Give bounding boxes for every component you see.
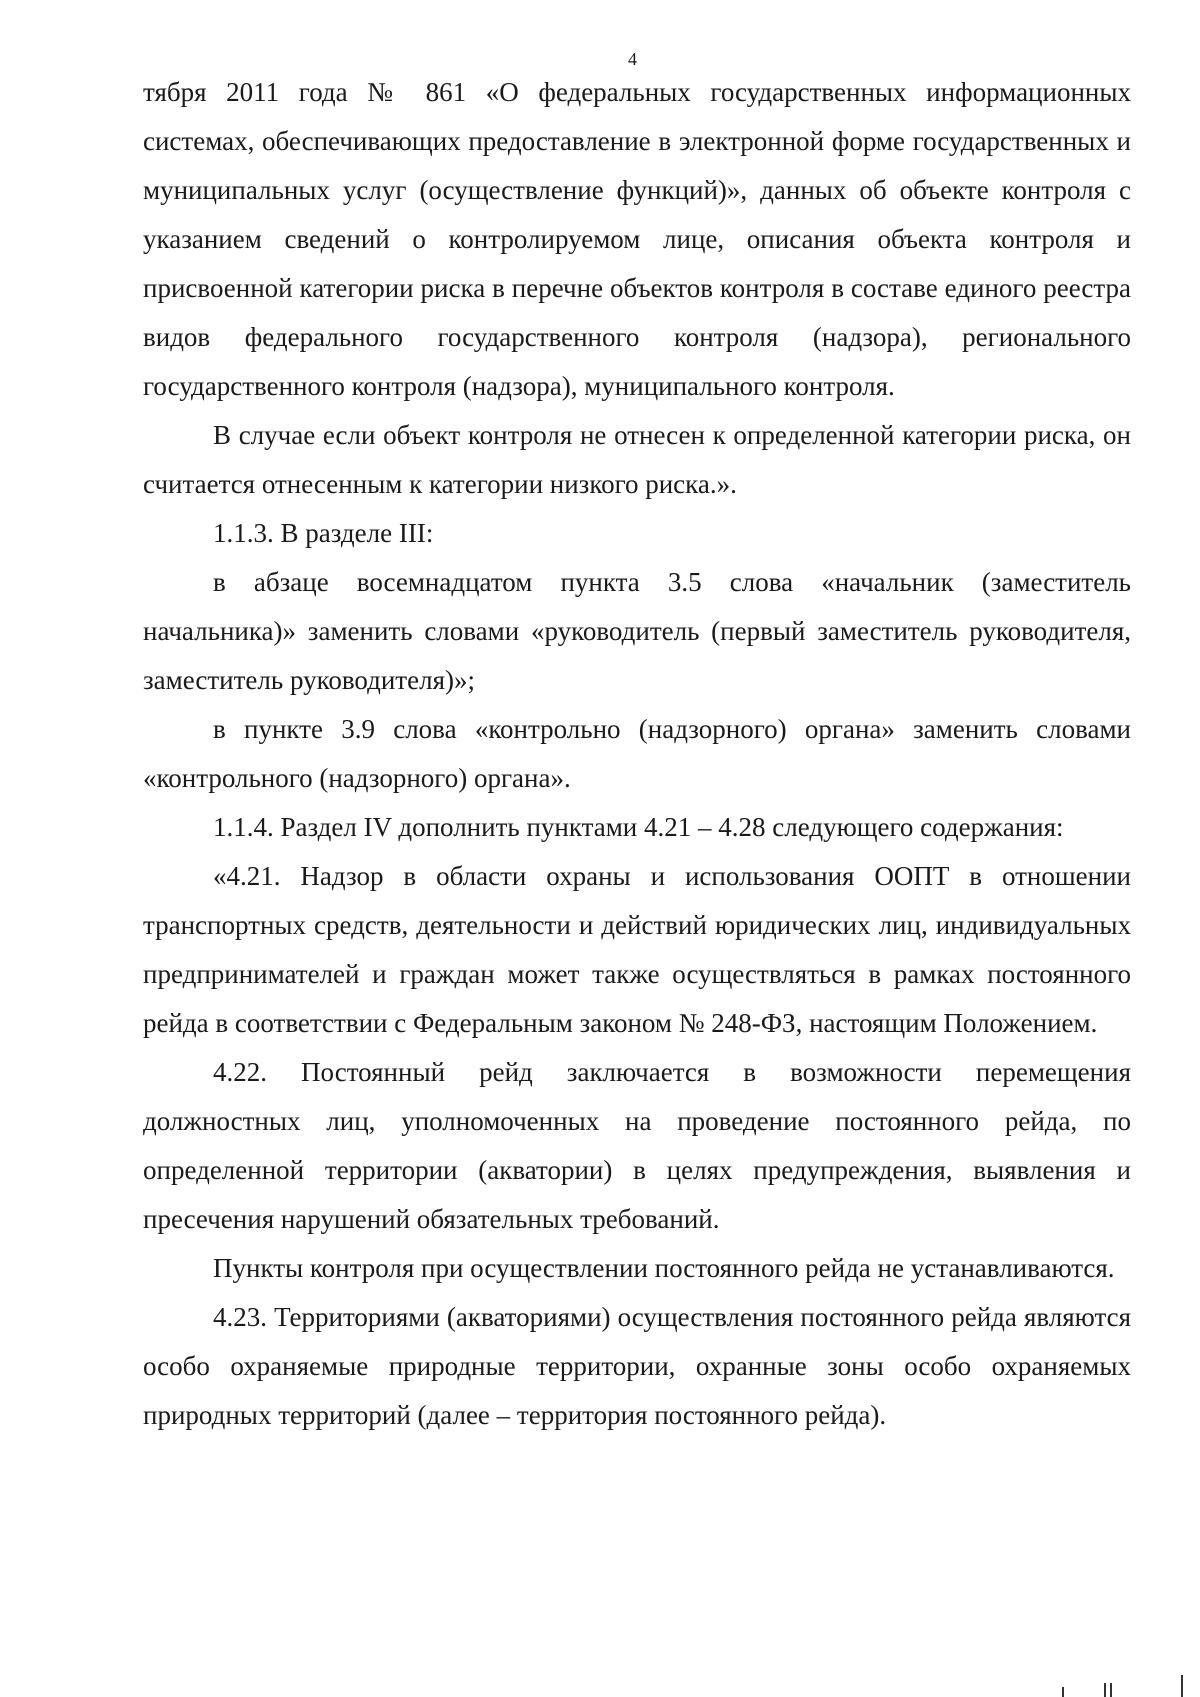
- paragraph-item-3-9: в пункте 3.9 слова «контрольно (надзорного) органа» заменить словами «контрольного (надзорного) органа».: [143, 714, 1131, 793]
- page-number: 4: [628, 49, 637, 69]
- paragraph-section-1-1-4: 1.1.4. Раздел IV дополнить пунктами 4.21 – 4.28 следующего содержания:: [213, 812, 1064, 842]
- scan-edge-mark: [1110, 1683, 1112, 1697]
- paragraph-section-1-1-3: 1.1.3. В разделе III:: [213, 518, 434, 548]
- paragraph-4-23: 4.23. Территориями (акваториями) осуществления постоянного рейда являются особо охраняемые природные территории, охранные зоны особо охраняемых природных территорий (далее – территория постоянного рейда).: [143, 1302, 1131, 1430]
- paragraph-4-21: «4.21. Надзор в области охраны и использования ООПТ в отношении транспортных средств, деятельности и действий юридических лиц, индивидуальных предпринимателей и граждан может также осуществляться в рамках постоянного рейда в соответствии с Федеральным законом № 248-ФЗ, настоящим Положением.: [143, 861, 1131, 1038]
- scan-edge-mark: [1062, 1687, 1064, 1697]
- scan-edge-mark: [1181, 1675, 1183, 1697]
- paragraph-risk-category: В случае если объект контроля не отнесен к определенной категории риска, он считается отнесенным к категории низкого риска.».: [143, 420, 1131, 499]
- paragraph-item-3-5: в абзаце восемнадцатом пункта 3.5 слова «начальник (заместитель начальника)» заменить словами «руководитель (первый заместитель руководителя, заместитель руководителя)»;: [143, 567, 1131, 695]
- paragraph-4-22: 4.22. Постоянный рейд заключается в возможности перемещения должностных лиц, уполномоченных на проведение постоянного рейда, по определенной территории (акватории) в целях предупреждения, выявления и пресечения нарушений обязательных требований.: [143, 1057, 1131, 1234]
- paragraph-continuation: тября 2011 года № 861 «О федеральных государственных информационных системах, обеспечивающих предоставление в электронной форме государственных и муниципальных услуг (осуществление функций)», данных об объекте контроля с указанием сведений о контролируемом лице, описания объекта контроля и присвоенной категории риска в перечне объектов контроля в составе единого реестра видов федерального государственного контроля (надзора), регионального государственного контроля (надзора), муниципального контроля.: [143, 77, 1131, 401]
- paragraph-control-points: Пункты контроля при осуществлении постоянного рейда не устанавливаются.: [213, 1253, 1115, 1283]
- scan-edge-mark: [1104, 1683, 1106, 1697]
- document-body: [143, 68, 1131, 1440]
